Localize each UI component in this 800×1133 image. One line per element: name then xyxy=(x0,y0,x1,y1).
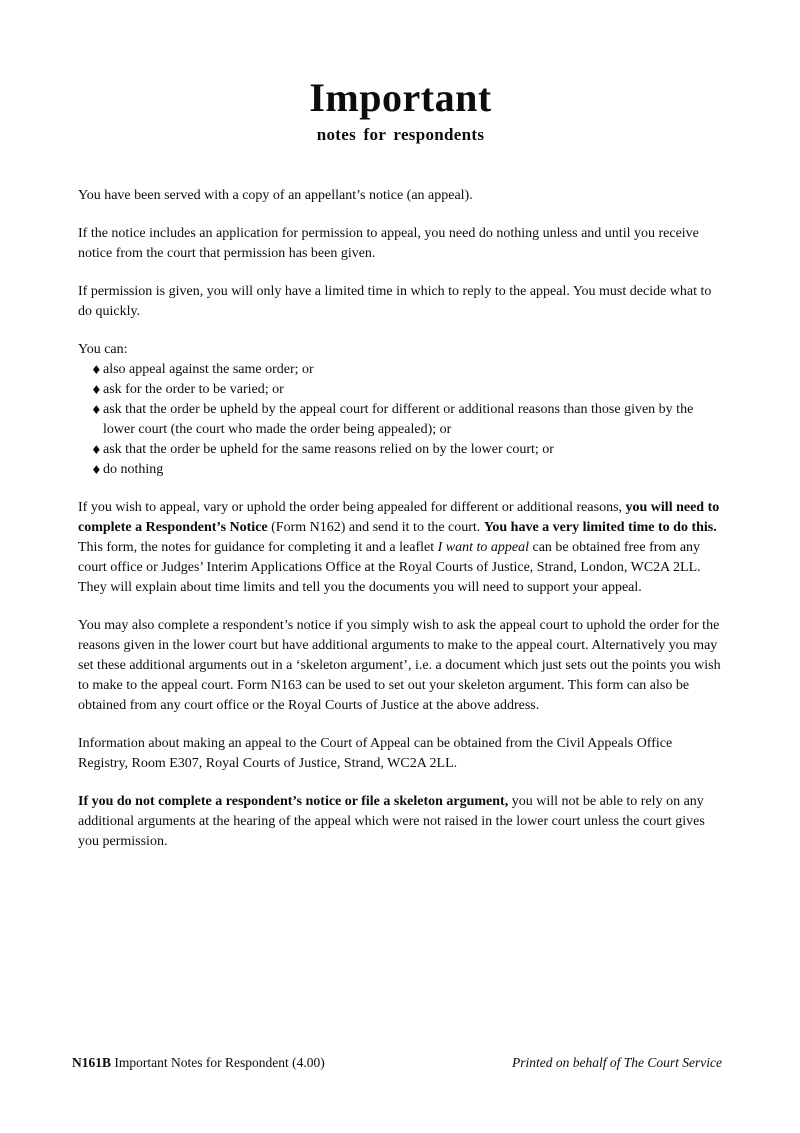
text-run: This form, the notes for guidance for completing it and a leaflet xyxy=(78,540,438,555)
text-run-italic: I want to appeal xyxy=(437,540,529,555)
paragraph-respondents-notice xyxy=(78,498,723,598)
list-item-text: also appeal against the same order; or xyxy=(103,362,314,377)
list-item xyxy=(78,440,723,460)
footer-form-title: Important Notes for Respondent (4.00) xyxy=(111,1055,325,1070)
diamond-bullet-icon: ♦ xyxy=(91,463,102,477)
list-intro: You can: xyxy=(78,342,128,357)
text-run: (Form N162) and send it to the court. xyxy=(267,520,484,535)
diamond-bullet-icon: ♦ xyxy=(91,403,102,417)
body-text xyxy=(78,186,723,852)
list-item xyxy=(78,380,723,400)
diamond-bullet-icon: ♦ xyxy=(91,383,102,397)
list-item xyxy=(78,460,723,480)
text-run: you will not be able to rely on any additional arguments at the hearing of the appeal which were not raised in the lower court unless the court gives you permission. xyxy=(78,794,705,849)
text-run-bold: you will need to complete a Respondent’s Notice xyxy=(78,500,720,535)
paragraph-limited-time: If permission is given, you will only have a limited time in which to reply to the appeal. You must decide what to do quickly. xyxy=(78,284,712,319)
list-item-text: do nothing xyxy=(103,462,164,477)
text-run-bold: You have a very limited time to do this. xyxy=(483,520,717,535)
diamond-bullet-icon: ♦ xyxy=(91,443,102,457)
paragraph-permission-application: If the notice includes an application for permission to appeal, you need do nothing unless and until you receive notice from the court that permission has been given. xyxy=(78,226,699,261)
paragraph-civil-appeals-office: Information about making an appeal to the Court of Appeal can be obtained from the Civil Appeals Office Registry, Room E307, Royal Courts of Justice, Strand, WC2A 2LL. xyxy=(78,736,673,771)
page-title: Important xyxy=(309,75,492,120)
text-run-bold: If you do not complete a respondent’s notice or file a skeleton argument, xyxy=(78,794,509,809)
list-item-text: ask for the order to be varied; or xyxy=(103,382,284,397)
text-run: If you wish to appeal, vary or uphold the order being appealed for different or additional reasons, xyxy=(78,500,626,515)
footer-form-code: N161B xyxy=(72,1055,112,1070)
list-item xyxy=(78,400,723,440)
paragraph-skeleton-argument: You may also complete a respondent’s notice if you simply wish to ask the appeal court to uphold the order for the reasons given in the lower court but have additional arguments to make to the appeal court. Alternatively you may set these additional arguments out in a ‘skeleton argument’, i.e. a document which just sets out the points you wish to make to the appeal court. Form N163 can be used to set out your skeleton argument. This form can also be obtained from any court office or the Royal Courts of Justice at the above address. xyxy=(78,618,721,713)
list-item xyxy=(78,360,723,380)
footer-form-reference xyxy=(72,1054,325,1072)
list-item-text: ask that the order be upheld for the same reasons relied on by the lower court; or xyxy=(103,442,554,457)
diamond-bullet-icon: ♦ xyxy=(91,363,102,377)
text-run: can be obtained free from any court office or Judges’ Interim Applications Office at the Royal Courts of Justice, Strand, London, WC2A 2LL. They will explain about time limits and tell you the documents you will need to support your appeal. xyxy=(78,540,701,595)
footer-printed-note: Printed on behalf of The Court Service xyxy=(512,1055,722,1070)
paragraph-warning xyxy=(78,792,723,852)
document-content xyxy=(78,76,723,870)
paragraph-served-notice: You have been served with a copy of an appellant’s notice (an appeal). xyxy=(78,188,473,203)
page-footer xyxy=(72,1054,722,1072)
page-subtitle: notes for respondents xyxy=(316,125,485,144)
options-list xyxy=(78,360,723,480)
list-item-text: ask that the order be upheld by the appeal court for different or additional reasons than those given by the lower court (the court who made the order being appealed); or xyxy=(103,402,694,437)
